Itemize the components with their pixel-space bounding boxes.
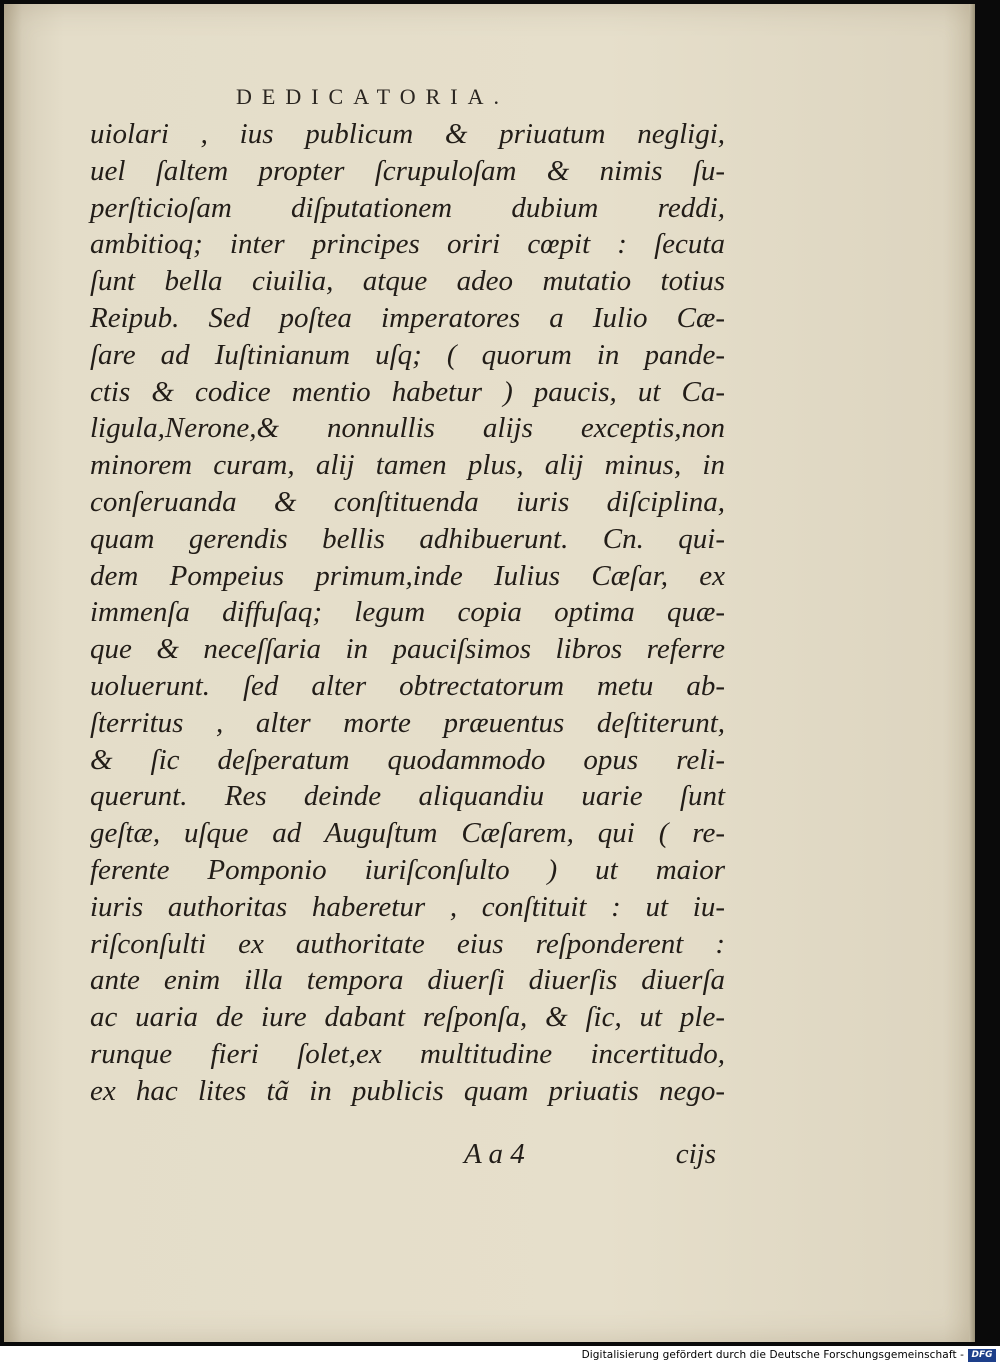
page-edge — [969, 4, 975, 1342]
footer-bar — [0, 1346, 1000, 1366]
body-text — [90, 116, 725, 1110]
text-line: & ſic deſperatum quodammodo opus reli- — [90, 743, 725, 776]
text-line: ctis & codice mentio habetur ) paucis, ut Ca- — [90, 375, 725, 408]
running-header: DEDICATORIA. — [236, 84, 509, 109]
text-line: geſtæ, uſque ad Auguſtum Cæſarem, qui ( re- — [90, 817, 725, 850]
text-line: que & neceſſaria in pauciſsimos libros referre — [90, 633, 725, 666]
text-line: conſeruanda & conſtituenda iuris diſciplina, — [90, 485, 725, 518]
text-line: riſconſulti ex authoritate eius reſponderent : — [90, 927, 725, 960]
text-line: ante enim illa tempora diuerſi diuerſis diuerſa — [90, 964, 725, 997]
text-line: dem Pompeius primum,inde Iulius Cæſar, ex — [90, 559, 725, 592]
footer-credit: Digitalisierung gefördert durch die Deutsche Forschungsgemeinschaft - — [581, 1349, 964, 1361]
text-line: ſare ad Iuſtinianum uſq; ( quorum in pande- — [90, 338, 725, 371]
text-line: runque fieri ſolet,ex multitudine incertitudo, — [90, 1037, 725, 1070]
text-line: ſunt bella ciuilia, atque adeo mutatio totius — [90, 265, 725, 298]
text-line: ligula,Nerone,& nonnullis alijs exceptis,non — [90, 412, 725, 445]
text-line: perſticioſam diſputationem dubium reddi, — [90, 191, 725, 224]
text-line: querunt. Res deinde aliquandiu uarie ſunt — [90, 780, 725, 813]
text-line: uoluerunt. ſed alter obtrectatorum metu ab- — [90, 669, 725, 702]
text-line: ferente Pomponio iuriſconſulto ) ut maior — [90, 853, 725, 886]
dfg-logo-icon: DFG — [968, 1349, 996, 1362]
text-line: ambitioq; inter principes oriri cœpit : ſecuta — [90, 228, 725, 261]
text-line: Reipub. Sed poſtea imperatores a Iulio Cæ- — [90, 301, 725, 334]
signature-mark: A a 4 — [464, 1138, 525, 1170]
catchword: cijs — [675, 1138, 716, 1170]
text-line: uiolari , ius publicum & priuatum negligi, — [90, 118, 725, 150]
text-line: ſterritus , alter morte præuentus deſtiterunt, — [90, 706, 725, 739]
text-line: immenſa diffuſaq; legum copia optima quæ- — [90, 596, 725, 629]
text-line: ex hac lites tã in publicis quam priuatis nego- — [90, 1074, 725, 1107]
text-line: minorem curam, alij tamen plus, alij minus, in — [90, 449, 725, 482]
text-line: quam gerendis bellis adhibuerunt. Cn. qui- — [90, 522, 725, 555]
text-line: ac uaria de iure dabant reſponſa, & ſic, ut ple- — [90, 1001, 725, 1034]
text-line: iuris authoritas haberetur , conſtituit : ut iu- — [90, 890, 725, 923]
text-line: uel ſaltem propter ſcrupuloſam & nimis ſu- — [90, 154, 725, 187]
